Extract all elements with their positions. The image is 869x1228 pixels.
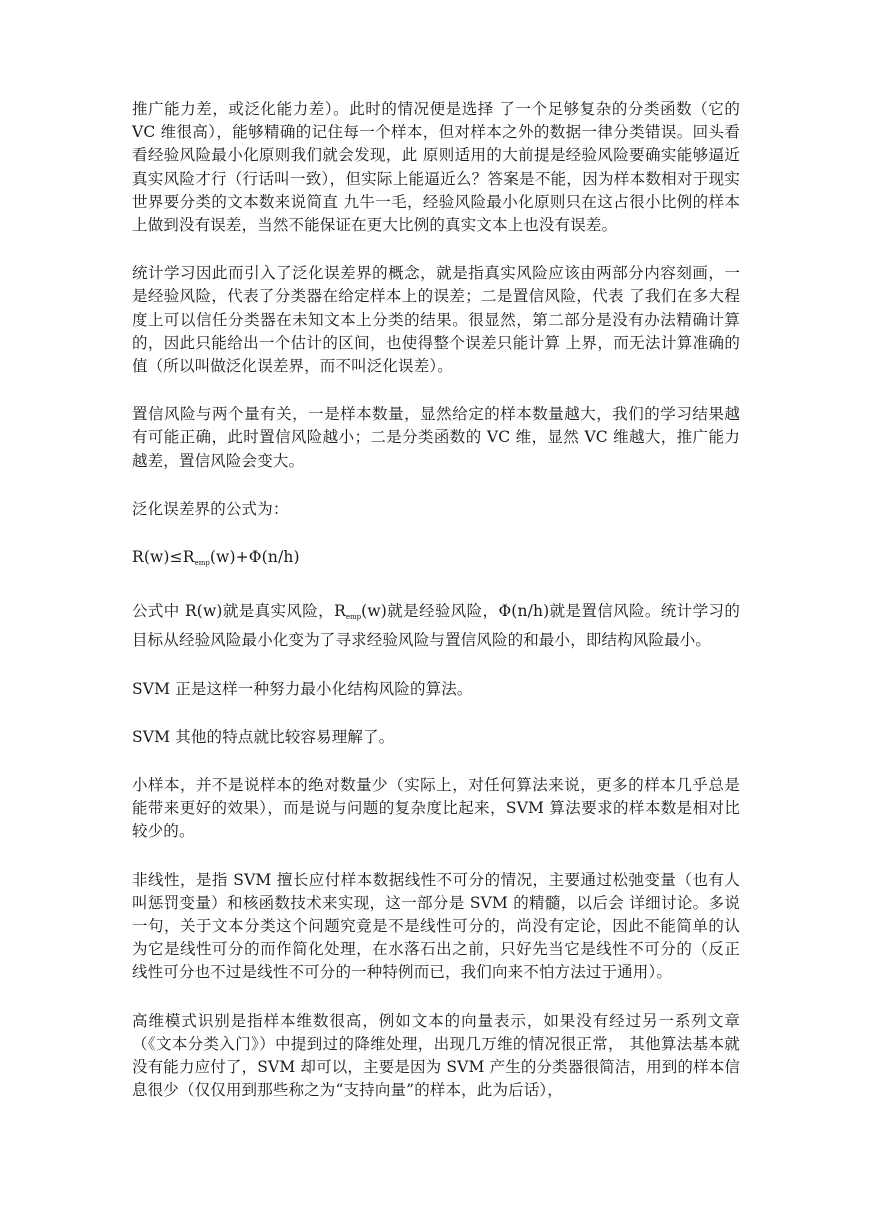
paragraph-svm-structural-risk: SVM 正是这样一种努力最小化结构风险的算法。: [132, 679, 473, 698]
paragraph-generalization-bound: 统计学习因此而引入了泛化误差界的概念，就是指真实风险应该由两部分内容刻画，一是经验风险，代表了分类器在给定样本上的误差；二是置信风险，代表 了我们在多大程度上可以信任分类器在未知文本上分类的结果。很显然，第二部分是没有办法精确计算的，因此只能给出一个估计的区间，也使得整个误差只能计算 上界，而无法计算准确的值（所以叫做泛化误差界，而不叫泛化误差）。: [132, 264, 740, 376]
document-body: [132, 98, 740, 1128]
paragraph-small-sample: 小样本，并不是说样本的绝对数量少（实际上，对任何算法来说，更多的样本几乎总是能带来更好的效果），而是说与问题的复杂度比起来，SVM 算法要求的样本数是相对比较少的。: [132, 776, 740, 841]
paragraph-confidence-risk: 置信风险与两个量有关，一是样本数量，显然给定的样本数量越大，我们的学习结果越有可能正确，此时置信风险越小；二是分类函数的 VC 维，显然 VC 维越大，推广能力越差，置信风险会变大。: [132, 405, 740, 470]
formula-left: R(w)≤R: [132, 548, 195, 567]
formula-subscript: emp: [194, 559, 210, 568]
formula-right: (w)+Φ(n/h): [209, 548, 300, 567]
paragraph-svm-other-features: SVM 其他的特点就比较容易理解了。: [132, 727, 395, 746]
formula-explain-subscript: emp: [345, 613, 362, 622]
formula-explain-a: 公式中 R(w)就是真实风险，R: [132, 602, 346, 621]
paragraph-overfitting: 推广能力差，或泛化能力差）。此时的情况便是选择 了一个足够复杂的分类函数（它的 VC 维很高），能够精确的记住每一个样本，但对样本之外的数据一律分类错误。回头看看经验风险最小化原则我们就会发现，此 原则适用的大前提是经验风险要确实能够逼近真实风险才行（行话叫一致），但实际上能逼近么？答案是不能，因为样本数相对于现实世界要分类的文本数来说简直 九牛一毛，经验风险最小化原则只在这占很小比例的样本上做到没有误差，当然不能保证在更大比例的真实文本上也没有误差。: [132, 100, 740, 235]
formula: [132, 546, 740, 575]
paragraph-high-dimensional: 高维模式识别是指样本维数很高，例如文本的向量表示，如果没有经过另一系列文章（《文本分类入门》）中提到过的降维处理，出现几万维的情况很正常， 其他算法基本就没有能力应付了，SVM 却可以，主要是因为 SVM 产生的分类器很简洁，用到的样本信息很少（仅仅用到那些称之为“支持向量”的样本，此为后话），: [132, 1011, 740, 1100]
formula-explain-b: (w)就是经验风险，Φ(n/h)就是置信风险。统计学习的目标从经验风险最小化变为了寻求经验风险与置信风险的和最小，即结构风险最小。: [132, 602, 740, 650]
paragraph-nonlinear: 非线性，是指 SVM 擅长应付样本数据线性不可分的情况，主要通过松弛变量（也有人叫惩罚变量）和核函数技术来实现，这一部分是 SVM 的精髓，以后会 详细讨论。多说一句，关于文本分类这个问题究竟是不是线性可分的，尚没有定论，因此不能简单的认为它是线性可分的而作简化处理，在水落石出之前，只好先当它是线性不可分的（反正线性可分也不过是线性不可分的一种特例而已，我们向来不怕方法过于通用）。: [132, 870, 740, 982]
paragraph-formula-intro: 泛化误差界的公式为：: [132, 499, 289, 518]
paragraph-formula-explanation: [132, 600, 740, 652]
